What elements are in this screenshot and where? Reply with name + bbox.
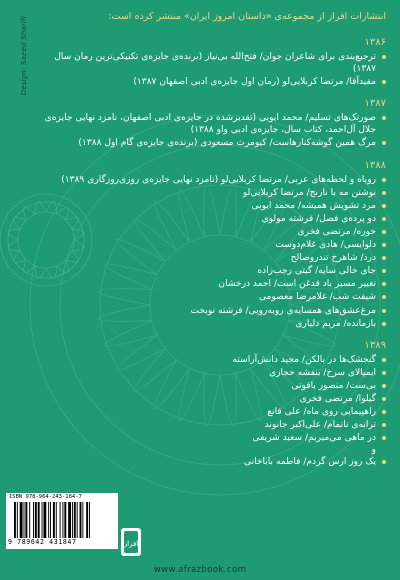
book-list [38, 10, 386, 478]
logo-text: افراز [123, 540, 139, 548]
year-heading: ۱۳۸۹ [364, 339, 386, 351]
list-item: دلوایسی/ هادی غلام‌دوست [38, 239, 386, 251]
list-item: شیفت شب/ غلامرضا معصومی [38, 291, 386, 303]
list-item: مرگ همین گوشه‌کنارهاست/ کیومرث مسعودی (برنده‌ی جایزه‌ی گام اول ۱۳۸۸) [38, 137, 386, 149]
year-section [38, 98, 386, 149]
year-section [38, 160, 386, 330]
publisher-logo-icon [120, 527, 142, 557]
list-item: مفیدآقا/ مرتضا کربلایی‌لو (رمان اول جایزه‌ی ادبی اصفهان ۱۳۸۷) [38, 76, 386, 88]
isbn-label: ISBN 978-964-243-184-7 [9, 494, 82, 500]
list-item: نوشتن مه با نارنج/ مرتضا کربلایی‌لو [38, 187, 386, 199]
year-heading: ۱۳۸۷ [364, 98, 386, 110]
barcode-graphic [14, 502, 114, 538]
list-item: مرغ‌عشق‌های همسایه‌ی روبه‌رویی/ فرشته نوبخت [38, 305, 386, 317]
connector-text: و [371, 445, 376, 456]
list-item: بی‌ست/ منصور یاقوتی [38, 380, 386, 392]
list-item: مرد تشویش همیشه/ محمد ایوبی [38, 200, 386, 212]
list-item: تغییر مسیر باد قدغن است/ احمد درخشان [38, 278, 386, 290]
year-heading: ۱۳۸۸ [364, 159, 386, 171]
list-item: راهپیمایی روی ماه/ علی قانع [38, 406, 386, 418]
designer-credit: Design: Saeed Sharifi [20, 16, 28, 96]
barcode-box [6, 493, 118, 549]
list-item: صورتک‌های تسلیم/ محمد ایوبی (تقدیرشده در جایزه‌ی ادبی اصفهان، نامزد نهایی جایزه‌ی جلال آل‌احمد، کتاب سال، جایزه‌ی ادبی واو ۱۳۸۸) [38, 112, 386, 136]
intro-text: انتشارات افراز از مجموعه‌ی «داستان امروز ایران» منتشر کرده است: [108, 11, 386, 22]
list-item: ترجیع‌بندی برای شاعران جوان/ فتح‌الله بی‌نیاز (برنده‌ی جایزه‌ی تکنیکی‌ترین رمان سال ۱۳۸۷) [38, 51, 386, 75]
list-item: رویاه و لحظه‌های عربی/ مرتضا کربلایی‌لو (نامزد نهایی جایزه‌ی روزی‌روزگاری ۱۳۸۹) [38, 174, 386, 186]
list-item: در ماهی می‌میریم/ سعید شریفی [38, 432, 386, 444]
year-section [38, 340, 386, 469]
isbn-digits: 9 789642 431847 [8, 538, 77, 546]
list-item: بازمانده/ مریم دلیاری [38, 318, 386, 330]
year-section [38, 37, 386, 88]
list-item: گیلوا/ مرتضی فخری [38, 393, 386, 405]
list-item: گنجشک‌ها در بالکن/ مجید دانش‌آراسته [38, 354, 386, 366]
website-url[interactable]: www.afrazbook.com [153, 565, 247, 575]
list-item: درد/ شاهرخ تندروصالح [38, 252, 386, 264]
list-item: یک روز ارس گردم/ فاطمه باباخانی [38, 456, 386, 468]
list-item: دو پرده‌ی فصل/ فرشته مولوی [38, 213, 386, 225]
list-item: جای خالی سایه/ گیتی رجب‌زاده [38, 265, 386, 277]
list-item: خوره/ مرتضی فخری [38, 226, 386, 238]
list-item: ایمپالای سرخ/ بنفشه حجازی [38, 367, 386, 379]
year-heading: ۱۳۸۶ [364, 37, 386, 48]
list-item: ترانه‌ی ناتمام/ علی‌اکبر جانوند [38, 419, 386, 431]
